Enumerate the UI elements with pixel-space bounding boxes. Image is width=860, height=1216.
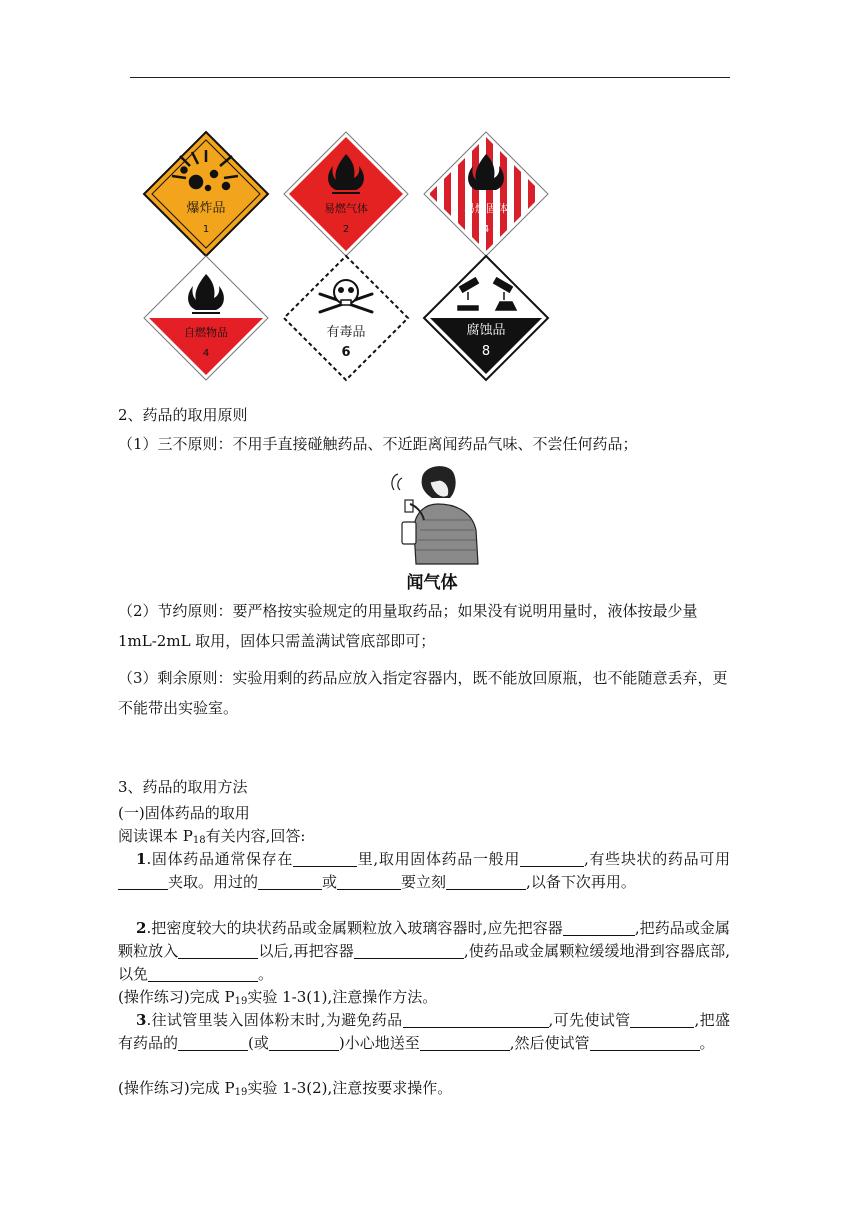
hazard-sign-flammable-gas bbox=[280, 128, 412, 260]
answer-blank[interactable] bbox=[178, 941, 258, 959]
flame-icon bbox=[140, 252, 272, 384]
answer-blank[interactable] bbox=[269, 1033, 339, 1051]
subsection-solid-drugs: (一)固体药品的取用 bbox=[118, 804, 250, 822]
sign-number: 1 bbox=[202, 224, 210, 235]
sign-number: 2 bbox=[342, 224, 350, 235]
sign-label: 爆炸品 bbox=[186, 201, 226, 216]
sign-label: 腐蚀品 bbox=[466, 323, 506, 338]
answer-blank[interactable] bbox=[293, 849, 357, 867]
section3-heading: 3、药品的取用方法 bbox=[118, 778, 248, 796]
smelling-gas-illustration bbox=[380, 460, 480, 566]
hazard-sign-toxic bbox=[280, 252, 412, 384]
rule-3: （3）剩余原则：实验用剩的药品应放入指定容器内，既不能放回原瓶，也不能随意丢弃，更不能带出实验室。 bbox=[118, 669, 728, 717]
hazard-signs-figure bbox=[140, 128, 560, 383]
hazard-sign-explosive bbox=[140, 128, 272, 260]
hazard-sign-spontaneously-combustible bbox=[140, 252, 272, 384]
practice-note-1: (操作练习)完成 $P_{19}$实验 1-3(1),注意操作方法。 bbox=[118, 988, 438, 1007]
answer-blank[interactable] bbox=[630, 1010, 694, 1028]
hazard-sign-corrosive bbox=[420, 252, 552, 384]
answer-blank[interactable] bbox=[148, 964, 258, 982]
sign-number: 6 bbox=[341, 345, 351, 360]
answer-blank[interactable] bbox=[337, 872, 401, 890]
header-rule bbox=[130, 77, 730, 78]
sign-label: 自燃物品 bbox=[184, 326, 228, 339]
answer-blank[interactable] bbox=[354, 941, 464, 959]
figure-caption: 闻气体 bbox=[406, 573, 458, 593]
rule-2: （2）节约原则：要严格按实验规定的用量取药品；如果没有说明用量时，液体按最少量 1mL-2mL 取用，固体只需盖满试管底部即可； bbox=[118, 602, 698, 650]
flame-icon bbox=[280, 128, 412, 260]
answer-blank[interactable] bbox=[563, 918, 635, 936]
practice-note-2: (操作练习)完成 $P_{19}$实验 1-3(2),注意按要求操作。 bbox=[118, 1079, 453, 1098]
skull-crossbones-icon bbox=[280, 252, 412, 384]
answer-blank[interactable] bbox=[178, 1033, 248, 1051]
sign-label: 有毒品 bbox=[326, 325, 366, 340]
answer-blank[interactable] bbox=[403, 1010, 549, 1028]
sign-number: 8 bbox=[481, 344, 491, 359]
answer-blank[interactable] bbox=[520, 849, 584, 867]
answer-blank[interactable] bbox=[258, 872, 322, 890]
question-1: 1.固体药品通常保存在 里,取用固体药品一般用 ,有些块状的药品可用夹取。用过的 或 要立刻 ,以备下次再用。 bbox=[118, 848, 730, 894]
flame-icon bbox=[420, 128, 552, 260]
reading-instruction: 阅读课本 $P_{18}$有关内容,回答: bbox=[118, 827, 306, 846]
answer-blank[interactable] bbox=[446, 872, 526, 890]
hazard-sign-flammable-solid bbox=[420, 128, 552, 260]
answer-blank[interactable] bbox=[590, 1033, 700, 1051]
sign-number: 4 bbox=[202, 348, 210, 359]
sign-label: 易燃固体 bbox=[464, 202, 508, 215]
question-2: 2.把密度较大的块状药品或金属颗粒放入玻璃容器时,应先把容器 ,把药品或金属颗粒放入 以后,再把容器 ,使药品或金属颗粒缓缓地滑到容器底部,以免 。 bbox=[118, 919, 730, 983]
explosion-icon bbox=[140, 128, 272, 260]
question-3: 3.往试管里装入固体粉末时,为避免药品 ,可先使试管 ,把盛有药品的 (或 )小心地送至 ,然后使试管 。 bbox=[118, 1011, 730, 1052]
corrosion-icon bbox=[420, 252, 552, 384]
answer-blank[interactable] bbox=[118, 872, 168, 890]
section2-heading: 2、药品的取用原则 bbox=[118, 406, 248, 424]
rule-1: （1）三不原则：不用手直接碰触药品、不近距离闻药品气味、不尝任何药品； bbox=[118, 435, 638, 453]
sign-label: 易燃气体 bbox=[324, 202, 368, 215]
sign-number: 4 bbox=[482, 224, 490, 235]
answer-blank[interactable] bbox=[420, 1033, 510, 1051]
